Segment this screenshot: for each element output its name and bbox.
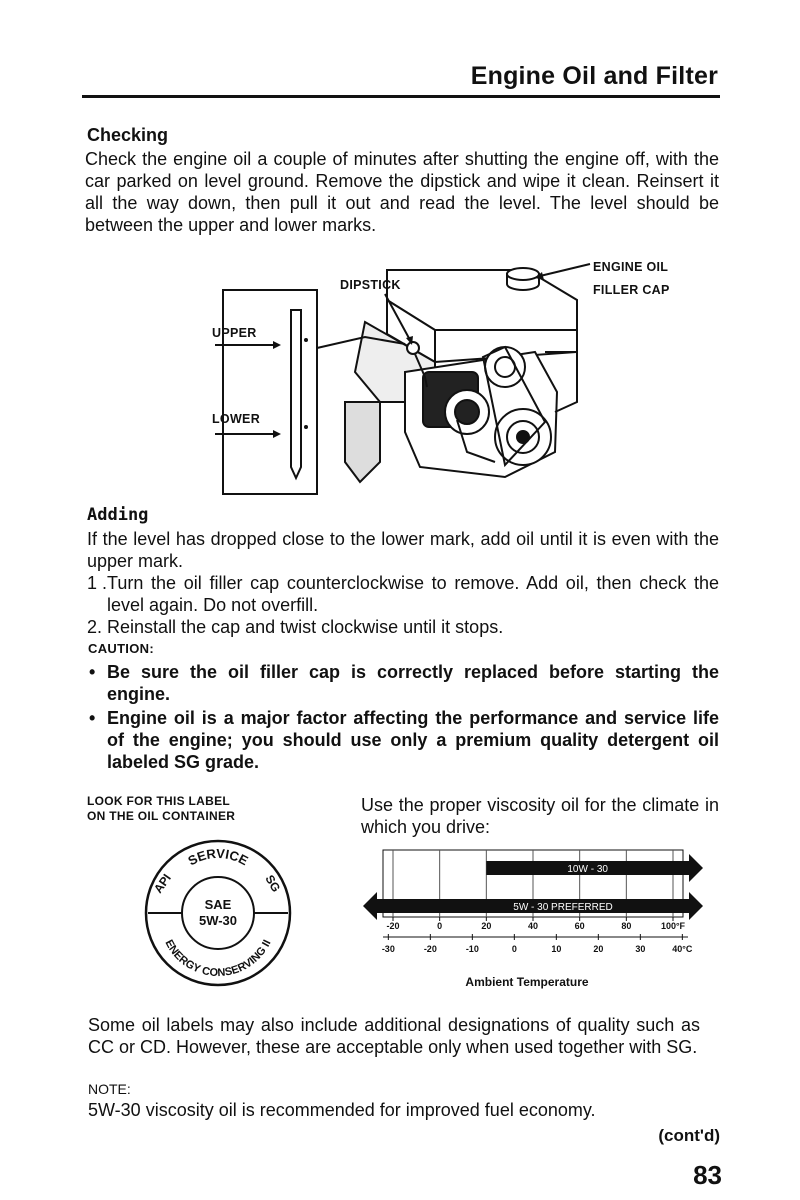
filler-cap-label-line2: FILLER CAP <box>593 283 670 297</box>
note-label: NOTE: <box>88 1081 131 1097</box>
badge-center-line2: 5W-30 <box>198 913 238 928</box>
caution-text: Be sure the oil filler cap is correctly replaced before starting the engine. <box>107 662 719 704</box>
bullet: • <box>89 662 96 682</box>
caution-list <box>87 661 719 775</box>
celsius-tick-label: 30 <box>635 944 646 954</box>
step-text: Reinstall the cap and twist clockwise until it stops. <box>107 617 504 637</box>
fahrenheit-tick-label: -20 <box>386 921 400 931</box>
step-text: Turn the oil filler cap counterclockwise to remove. Add oil, then check the level again. Do not overfill. <box>107 573 719 615</box>
step-item <box>87 572 719 616</box>
checking-text: Check the engine oil a couple of minutes after shutting the engine off, with the car parked on level ground. Remove the dipstick and wipe it clean. Reinsert it all the way down, then pull it out and read the level. The level should be between the upper and lower marks. <box>85 149 719 235</box>
lower-mark-label: LOWER <box>212 412 261 426</box>
badge-left-arc: API <box>150 871 174 896</box>
badge-center-line1: SAE <box>204 897 232 912</box>
viscosity-chart <box>355 845 720 990</box>
viscosity-chart-svg <box>355 845 720 990</box>
step-item <box>87 616 719 638</box>
title-rule <box>82 95 720 98</box>
adding-heading: Adding <box>87 505 149 525</box>
celsius-tick-label: 20 <box>593 944 604 954</box>
api-service-badge <box>138 838 298 988</box>
page-number: 83 <box>693 1160 722 1190</box>
look-label-line2: ON THE OIL CONTAINER <box>87 809 236 823</box>
look-label-line1: LOOK FOR THIS LABEL <box>87 794 231 808</box>
filler-cap-label-line1: ENGINE OIL <box>593 260 669 274</box>
note-text: 5W-30 viscosity oil is recommended for improved fuel economy. <box>88 1100 596 1120</box>
series-arrow-right <box>689 892 703 920</box>
chart-xlabel: Ambient Temperature <box>465 975 589 989</box>
continued-label: (cont'd) <box>658 1126 720 1145</box>
fahrenheit-tick-label: 40 <box>527 921 539 931</box>
series-arrow-left <box>363 892 377 920</box>
page-title: Engine Oil and Filter <box>470 62 718 90</box>
fahrenheit-tick-label: 0 <box>437 921 443 931</box>
badge-bottom-arc: ENERGY CONSERVING II <box>162 937 274 980</box>
adding-steps <box>87 572 719 638</box>
celsius-tick-label: 40°C <box>672 944 693 954</box>
fahrenheit-tick-label: 80 <box>621 921 632 931</box>
celsius-tick-label: -10 <box>465 944 479 954</box>
series-label: 10W - 30 <box>567 864 608 875</box>
caution-text: Engine oil is a major factor affecting the performance and service life of the engine; you should use only a premium quality detergent oil labeled SG grade. <box>107 708 719 772</box>
caution-label: CAUTION: <box>88 641 154 656</box>
badge-right-arc: SG <box>262 872 284 895</box>
series-label: 5W - 30 PREFERRED <box>513 902 613 913</box>
celsius-tick-label: 10 <box>551 944 562 954</box>
bullet: • <box>89 708 96 728</box>
checking-heading: Checking <box>87 125 169 145</box>
celsius-tick-label: -20 <box>423 944 437 954</box>
adding-intro: If the level has dropped close to the lower mark, add oil until it is even with the upper mark. <box>87 529 719 571</box>
step-number: 2. <box>87 617 103 637</box>
fahrenheit-tick-label: 60 <box>574 921 585 931</box>
celsius-tick-label: -30 <box>381 944 395 954</box>
caution-item <box>87 661 719 705</box>
badge-svg <box>138 838 298 988</box>
series-arrow-right <box>689 854 703 882</box>
additional-designations-text: Some oil labels may also include additional designations of quality such as CC or CD. However, these are acceptable only when used together with SG. <box>88 1015 700 1057</box>
dipstick-label: DIPSTICK <box>340 278 401 292</box>
dipstick-inset-frame <box>223 290 317 494</box>
engine-block <box>345 270 577 482</box>
badge-top-arc: SERVICE <box>185 845 251 869</box>
fahrenheit-tick-label: 20 <box>481 921 492 931</box>
step-number: 1 . <box>87 573 108 593</box>
caution-item <box>87 707 719 773</box>
upper-mark-label: UPPER <box>212 326 257 340</box>
celsius-tick-label: 0 <box>511 944 517 954</box>
fahrenheit-tick-label: 100°F <box>660 921 686 931</box>
dipstick-blade <box>291 310 301 478</box>
viscosity-text: Use the proper viscosity oil for the climate in which you drive: <box>361 795 719 837</box>
